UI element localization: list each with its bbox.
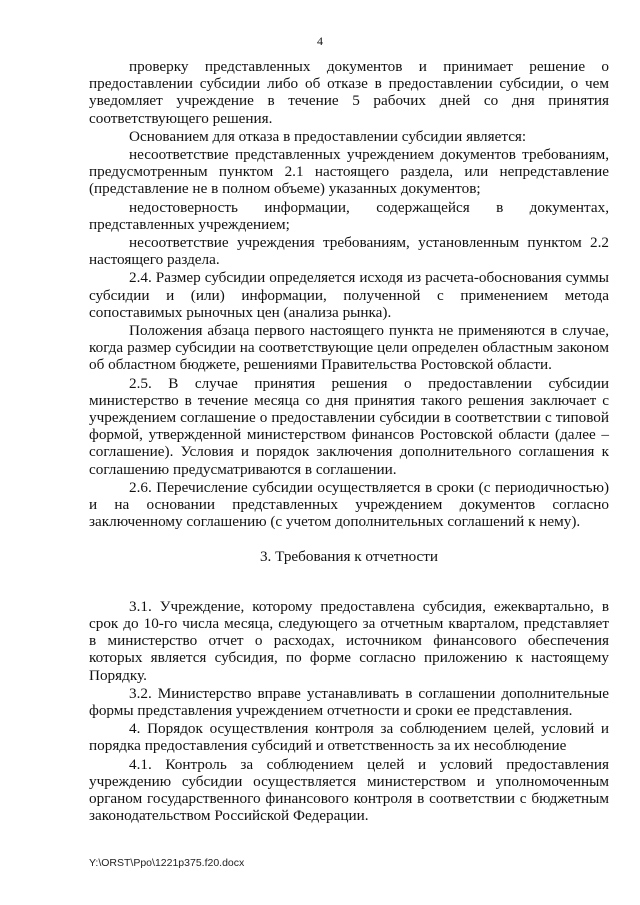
paragraph: 4. Порядок осуществления контроля за соблюдением целей, условий и порядка предоставления субсидий и ответственность за их несоблюдение [89, 720, 609, 755]
paragraph: Положения абзаца первого настоящего пункта не применяются в случае, когда размер субсидии на соответствующие цели определен областным законом об областном бюджете, решениями Правительства Ростовской области. [89, 322, 609, 374]
paragraph: несоответствие учреждения требованиям, установленным пунктом 2.2 настоящего раздела. [89, 234, 609, 269]
paragraph: 2.4. Размер субсидии определяется исходя из расчета-обоснования суммы субсидии и (или) информации, полученной с применением метода сопоставимых рыночных цен (анализа рынка). [89, 269, 609, 321]
paragraph: недостоверность информации, содержащейся в документах, представленных учреждением; [89, 198, 609, 233]
file-path-footer: Y:\ORST\Ppo\1221p375.f20.docx [89, 857, 245, 869]
paragraph: 2.6. Перечисление субсидии осуществляется в сроки (с периодичностью) и на основании представленных учреждением документов согласно заключенному соглашению (с учетом дополнительных соглашений к нему). [89, 478, 609, 531]
paragraph: несоответствие представленных учреждением документов требованиям, предусмотренным пунктом 2.1 настоящего раздела, или непредставление (представление не в полном объеме) указанных документов; [89, 146, 609, 198]
paragraph: Основанием для отказа в предоставлении субсидии является: [129, 127, 527, 145]
paragraph: 3.2. Министерство вправе устанавливать в соглашении дополнительные формы представления учреждением отчетности и сроки ее представления. [89, 684, 609, 719]
paragraph: 2.5. В случае принятия решения о предоставлении субсидии министерство в течение месяца со дня принятия такого решения заключает с учреждением соглашение о предоставлении субсидии в соответствии с типовой формой, утвержденной министерством финансов Ростовской области (далее – соглашение). Условия и порядок заключения дополнительного соглашения к соглашению предусматриваются в соглашении. [89, 374, 609, 478]
paragraph: проверку представленных документов и принимает решение о предоставлении субсидии либо об отказе в предоставлении субсидии, о чем уведомляет учреждение в течение 5 рабочих дней со дня принятия соответствующего решения. [89, 58, 609, 127]
document-body [89, 58, 609, 825]
section-heading: 3. Требования к отчетности [259, 548, 439, 566]
page-number: 4 [317, 34, 323, 48]
paragraph: 4.1. Контроль за соблюдением целей и условий предоставления учреждению субсидии осуществляется министерством и уполномоченным органом государственного финансового контроля в соответствии с бюджетным законодательством Российской Федерации. [89, 755, 609, 825]
paragraph: 3.1. Учреждение, которому предоставлена субсидия, ежеквартально, в срок до 10-го числа месяца, следующего за отчетным кварталом, представляет в министерство отчет о расходах, источником финансового обеспечения которых является субсидия, по форме согласно приложению к настоящему Порядку. [89, 597, 609, 684]
